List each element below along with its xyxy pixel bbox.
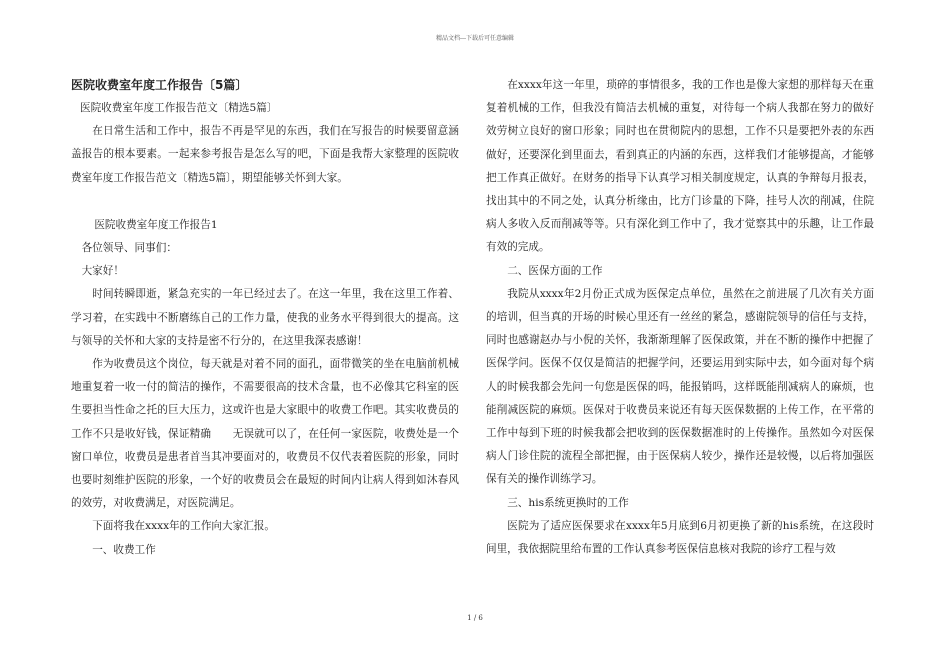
body-paragraph-4: 在xxxx年这一年里，琐碎的事情很多，我的工作也是像大家想的那样每天在重复着机械的工作，但我没有简洁去机械的重复，对待每一个病人我都在努力的做好效劳树立良好的窗口形象；同时也在贯彻院内的思想，工作不只是要把外表的东西做好，还要深化到里面去，看到真正的内涵的东西，这样我们才能够提高，才能够把工作真正做好。在财务的指导下认真学习相关制度规定，认真的争辩每月报表，找出其中的不同之处，认真分析缘由，比方门诊量的下降，挂号人次的削减，住院病人多收入反而削减等等。只有深化到工作中了，我才觉察其中的乐趣，让工作最有效的完成。	[486, 79, 874, 254]
body-paragraph-5: 我院从xxxx年2月份正式成为医保定点单位，虽然在之前进展了几次有关方面的培训，但当真的开场的时候心里还有一丝丝的紧急，感谢院领导的信任与支持，同时也感谢赵办与小倪的关怀，我渐渐理解了医保政策，并在不断的操作中把握了医保学问。医保不仅仅是简洁的把握学问，还要运用到实际中去，如今面对每个病人的时候我都会先问一句您是医保的吗，能报销吗，这样既能削减病人的麻烦，也能削减医院的麻烦。医保对于收费员来说还有每天医保数据的上传工作，在平常的工作中每到下班的时候我都会把收到的医保数据准时的上传操作。虽然如今对医保病人门诊住院的流程全部把握，由于医保病人较少，操作还是较慢，以后将加强医保有关的操作训练学习。	[486, 287, 874, 486]
right-column	[486, 74, 874, 561]
body-paragraph-3: 下面将我在xxxx年的工作向大家汇报。	[92, 520, 275, 533]
section-heading-2: 二、医保方面的工作	[507, 264, 603, 277]
document-title: 医院收费室年度工作报告〔5篇〕	[71, 78, 248, 92]
report-heading: 医院收费室年度工作报告1	[94, 218, 218, 231]
body-paragraph-6: 医院为了适应医保要求在xxxx年5月底到6月初更换了新的his系统，在这段时间里，我依据院里给布置的工作认真参考医保信息核对我院的诊疗工程与效	[486, 519, 874, 556]
section-heading-1: 一、收费工作	[92, 543, 156, 556]
page-header: 精品文档---下载后可任意编辑	[435, 35, 515, 42]
intro-paragraph: 在日常生活和工作中，报告不再是罕见的东西，我们在写报告的时候要留意涵盖报告的根本要素。一起来参考报告是怎么写的吧，下面是我帮大家整理的医院收费室年度工作报告范文〔精选5篇〕，期望能够关怀到大家。	[71, 125, 459, 184]
greeting: 大家好！	[81, 265, 124, 278]
document-subtitle: 医院收费室年度工作报告范文〔精选5篇〕	[80, 102, 278, 114]
body-paragraph-2: 作为收费员这个岗位，每天就是对着不同的面孔，面带微笑的坐在电脑前机械地重复着一收一付的简洁的操作，不需要很高的技术含量，也不必像其它科室的医生要担当性命之托的巨大压力，这或许也是大家眼中的收费工作吧。其实收费员的工作不只是收好钱，保证精确 无误就可以了，在任何一家医院，收费处是一个窗口单位，收费员是患者首当其冲要面对的，收费员不仅代表着医院的形象，同时也要时刻维护医院的形象，一个好的收费员会在最短的时间内让病人得到如沐春风的效劳，对收费满足，对医院满足。	[71, 358, 459, 510]
salutation: 各位领导、同事们：	[81, 242, 177, 255]
body-paragraph-1: 时间转瞬即逝，紧急充实的一年已经过去了。在这一年里，我在这里工作着、学习着，在实践中不断磨练自己的工作力量，使我的业务水平得到很大的提高。这与领导的关怀和大家的支持是密不行分的，在这里我深表感谢！	[71, 288, 459, 347]
section-heading-3: 三、his系统更换时的工作	[507, 496, 629, 509]
page-number: 1 / 6	[467, 614, 483, 622]
left-column	[71, 74, 459, 562]
